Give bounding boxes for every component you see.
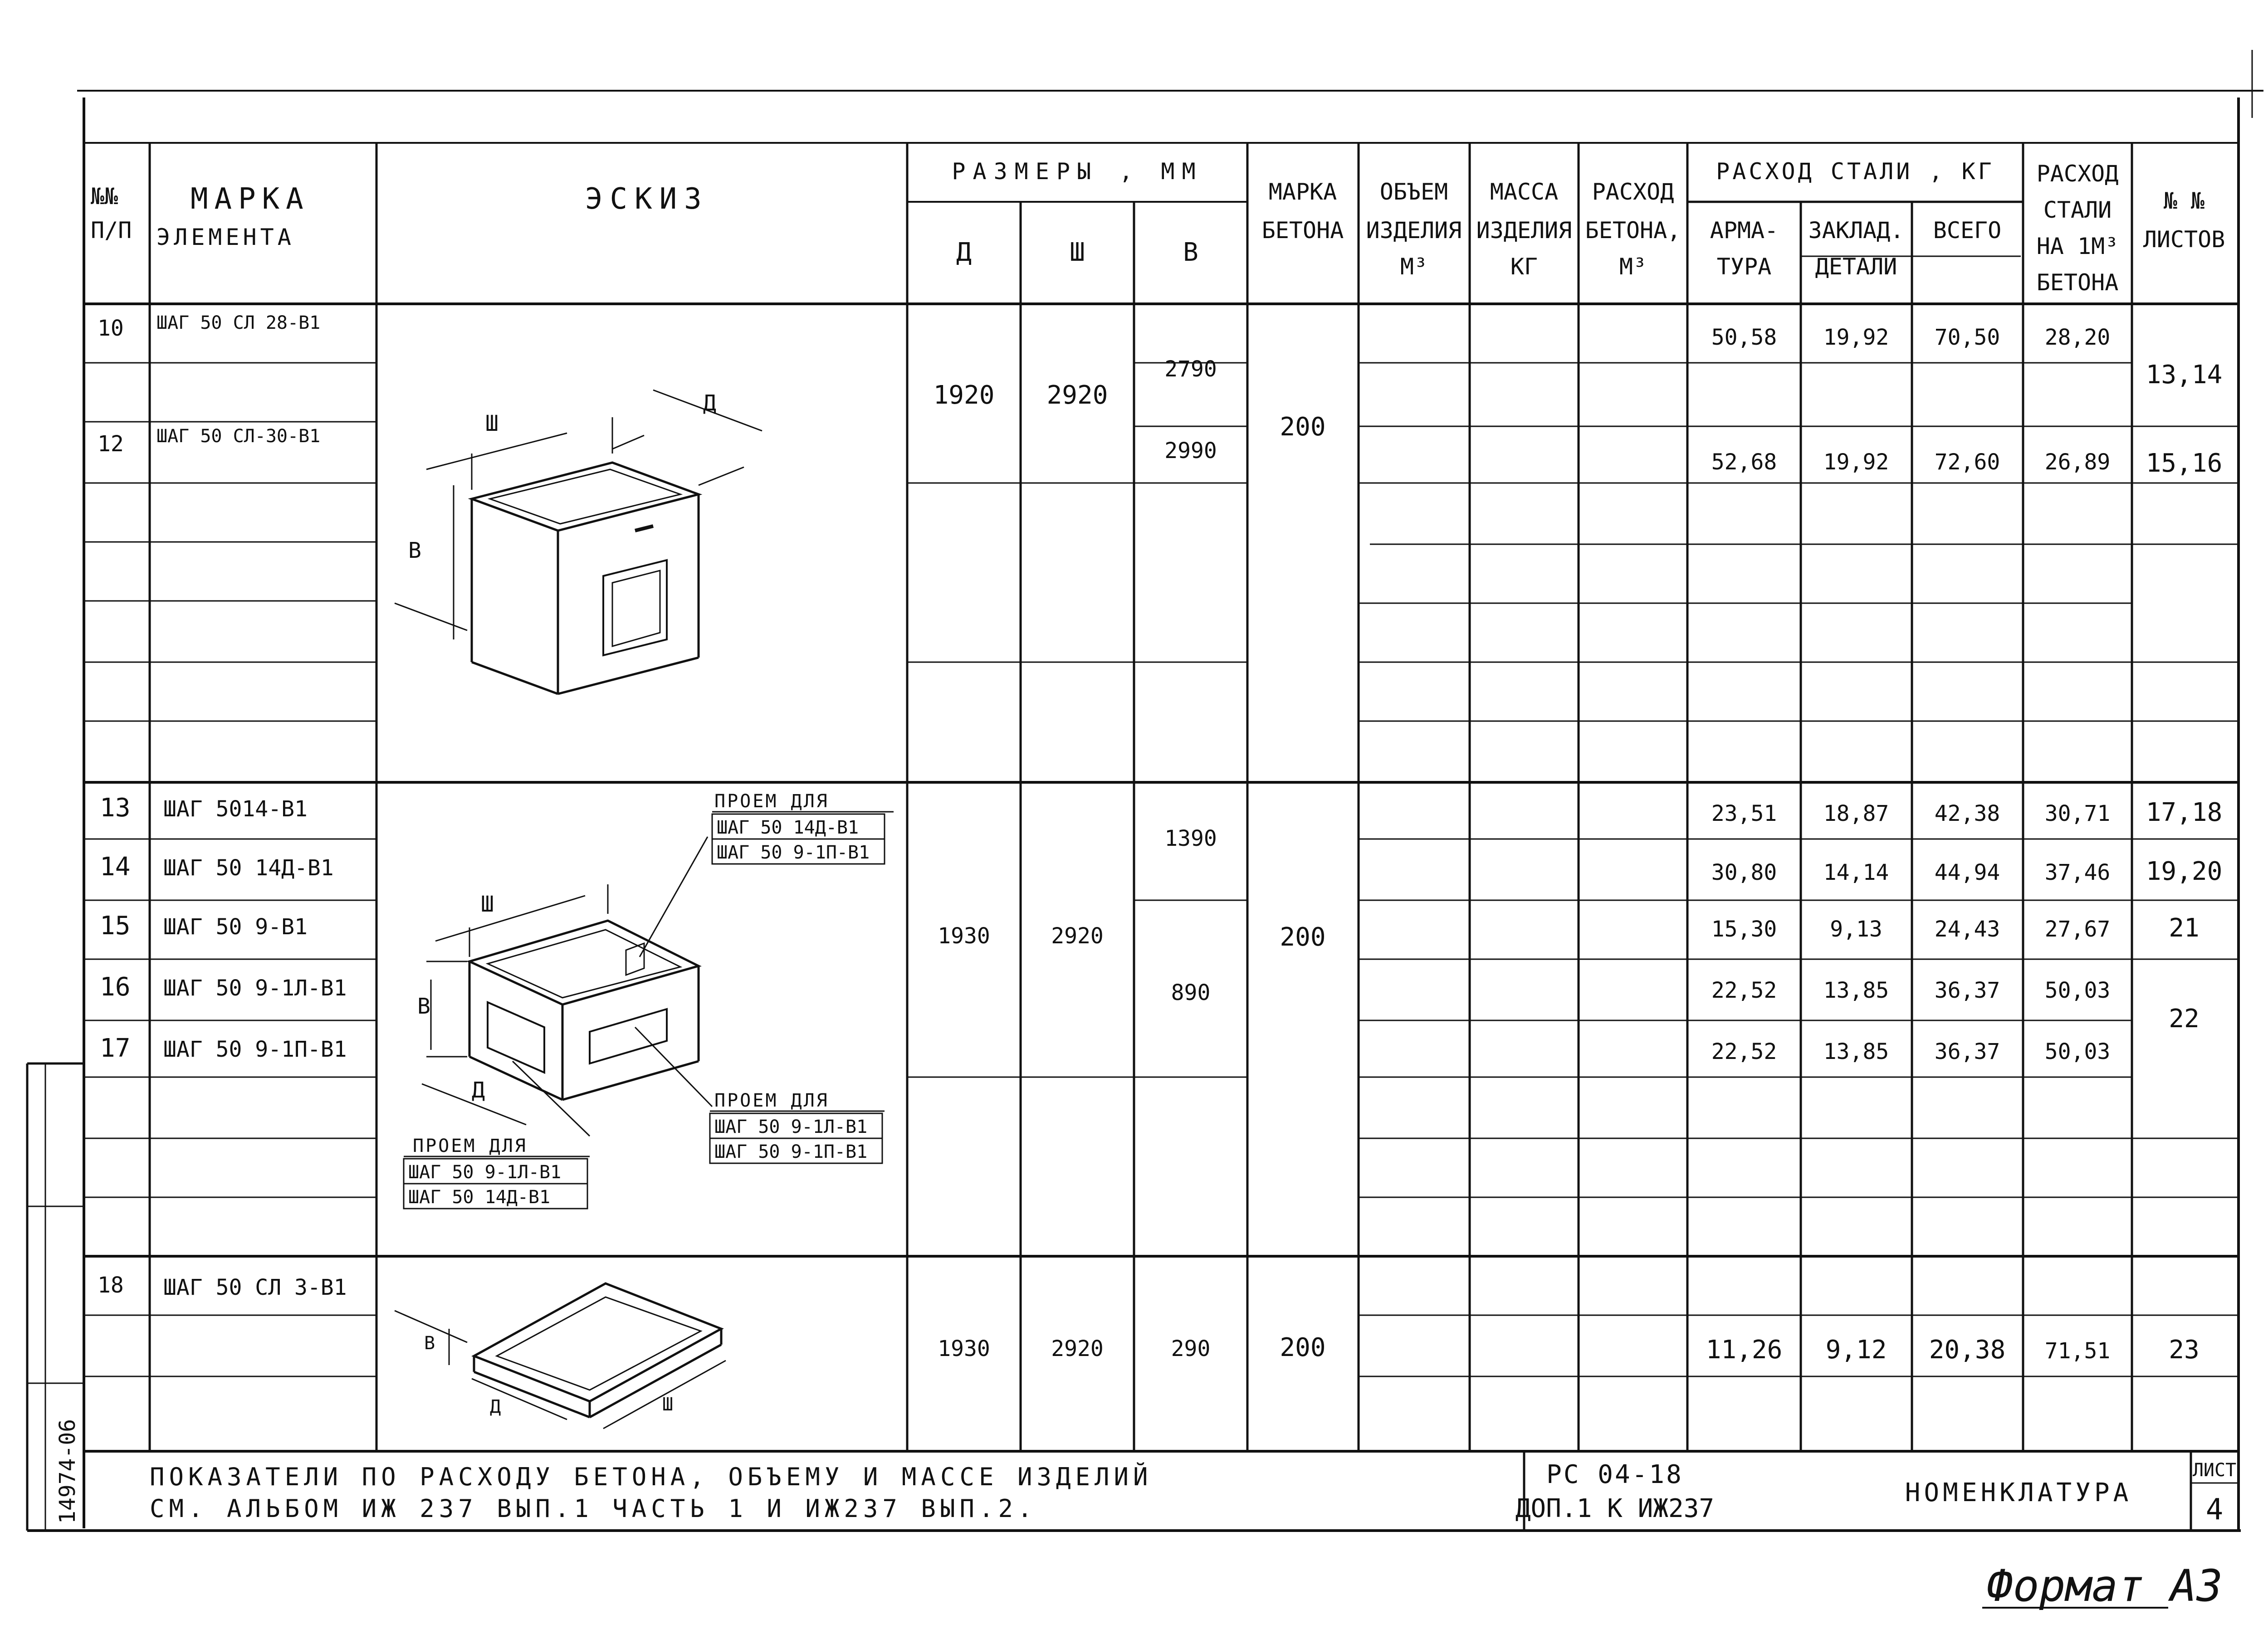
row-num: 13 [100, 793, 131, 823]
group1-concrete: 200 [1280, 412, 1326, 442]
row-per-m3: 30,71 [2044, 801, 2111, 826]
row-per-m3: 50,03 [2044, 978, 2111, 1003]
row-mark: ШАГ 50 9-В1 [163, 914, 308, 940]
row-sheets: 23 [2169, 1335, 2200, 1365]
header-steel-arm-line2: ТУРА [1716, 254, 1772, 280]
row-total: 20,38 [1929, 1335, 2006, 1365]
header-per-m3-line4: БЕТОНА [2036, 269, 2119, 296]
group3-v: 290 [1171, 1336, 1211, 1361]
row-per-m3: 50,03 [2044, 1039, 2111, 1064]
row-sheets: 19,20 [2146, 857, 2223, 886]
row-total: 36,37 [1934, 978, 2000, 1003]
table-row [98, 426, 2110, 475]
row-arm: 23,51 [1711, 801, 1777, 826]
row-per-m3: 28,20 [2044, 325, 2111, 350]
row-num: 10 [98, 316, 124, 341]
row-per-m3: 27,67 [2044, 917, 2111, 942]
dimension-label-sh: Ш [485, 411, 499, 436]
row-arm: 22,52 [1711, 978, 1777, 1003]
row-mark: ШАГ 50 СЛ-30-В1 [156, 426, 321, 447]
header-steel: РАСХОД СТАЛИ , КГ [1716, 158, 1994, 185]
group2-sh: 2920 [1051, 923, 1104, 949]
group1-sheets-b: 15,16 [2146, 449, 2223, 478]
row-arm: 22,52 [1711, 1039, 1777, 1064]
header-concrete-line1: МАРКА [1268, 179, 1337, 205]
title-block [1515, 1460, 2236, 1527]
table-grid [27, 50, 2263, 1531]
header-volume-line1: ОБЪЕМ [1379, 179, 1448, 205]
header-num-line2: П/П [91, 217, 132, 244]
callout-title: ПРОЕМ ДЛЯ [413, 1136, 528, 1156]
group2-concrete: 200 [1280, 922, 1326, 952]
row-emb: 13,85 [1823, 978, 1889, 1003]
header-concrete-line2: БЕТОНА [1261, 217, 1344, 244]
dimension-label-d: Д [703, 390, 716, 416]
header-per-m3-line1: РАСХОД [2036, 161, 2119, 187]
header-per-m3-line3: НА 1М³ [2036, 233, 2119, 259]
footer-note [150, 1463, 1153, 1523]
callout-item: ШАГ 50 14Д-В1 [717, 817, 859, 838]
document-supplement: ДОП.1 К ИЖ237 [1515, 1494, 1715, 1523]
row-emb: 13,85 [1823, 1039, 1889, 1064]
side-stamp [55, 1419, 80, 1524]
header-sheets-line2: ЛИСТОВ [2143, 226, 2225, 253]
row-arm: 30,80 [1711, 860, 1777, 885]
callout-item: ШАГ 50 9-1П-В1 [717, 842, 870, 863]
row-arm: 15,30 [1711, 917, 1777, 942]
row-num: 12 [98, 431, 124, 457]
row-mark: ШАГ 50 9-1Л-В1 [163, 976, 347, 1001]
row-mark: ШАГ 50 14Д-В1 [163, 855, 334, 881]
group2-v-b: 890 [1171, 980, 1211, 1005]
header-dimensions: РАЗМЕРЫ , ММ [952, 158, 1203, 185]
row-mark: ШАГ 50 СЛ 28-В1 [156, 312, 321, 333]
document-code: РС 04-18 [1546, 1460, 1683, 1489]
group1-d: 1920 [933, 380, 995, 410]
row-emb: 19,92 [1823, 325, 1889, 350]
row-emb: 18,87 [1823, 801, 1889, 826]
callout-title: ПРОЕМ ДЛЯ [714, 1090, 829, 1111]
row-mark: ШАГ 50 СЛ 3-В1 [163, 1275, 347, 1300]
row-emb: 14,14 [1823, 860, 1889, 885]
note-line2: СМ. АЛЬБОМ ИЖ 237 ВЫП.1 ЧАСТЬ 1 И ИЖ237 ВЫП.2. [150, 1494, 1037, 1523]
callout-item: ШАГ 50 9-1Л-В1 [714, 1117, 868, 1137]
table-row [100, 911, 2200, 943]
row-total: 42,38 [1934, 801, 2000, 826]
table-row [100, 1034, 2110, 1064]
header-consumption-line2: БЕТОНА, [1585, 217, 1681, 244]
header-volume-line3: М³ [1400, 254, 1428, 280]
sketch-element-flat [395, 1283, 726, 1429]
row-num: 17 [100, 1034, 131, 1063]
row-per-m3: 37,46 [2044, 860, 2111, 885]
format-note [1982, 1561, 2223, 1611]
dimension-label-v: В [424, 1333, 435, 1354]
group2-d: 1930 [938, 923, 990, 949]
table-header [91, 158, 2225, 296]
sketch-element-tall [395, 390, 762, 694]
group3-concrete: 200 [1280, 1333, 1326, 1362]
row-num: 18 [98, 1273, 124, 1298]
note-line1: ПОКАЗАТЕЛИ ПО РАСХОДУ БЕТОНА, ОБЪЕМУ И МАССЕ ИЗДЕЛИЙ [150, 1463, 1153, 1491]
stamp-number: 14974-06 [55, 1419, 80, 1524]
opening-callout-1 [712, 791, 894, 864]
row-arm: 11,26 [1706, 1335, 1783, 1365]
document-title: НОМЕНКЛАТУРА [1905, 1478, 2132, 1507]
header-dim-d: Д [956, 238, 972, 267]
header-num-line1: №№ [91, 183, 118, 210]
row-emb: 19,92 [1823, 449, 1889, 475]
table-row [100, 852, 2222, 886]
callout-item: ШАГ 50 9-1П-В1 [714, 1141, 868, 1162]
row-total: 70,50 [1934, 325, 2000, 350]
header-steel-emb-line1: ЗАКЛАД. [1808, 217, 1904, 244]
row-mark: ШАГ 5014-В1 [163, 796, 308, 822]
dimension-label-d: Д [490, 1396, 501, 1417]
row-total: 24,43 [1934, 917, 2000, 942]
row-total: 36,37 [1934, 1039, 2000, 1064]
sheet-label: ЛИСТ [2192, 1460, 2237, 1481]
row-emb: 9,12 [1825, 1335, 1887, 1365]
row-arm: 50,58 [1711, 325, 1777, 350]
table-row [100, 972, 2110, 1003]
header-steel-emb-line2: ДЕТАЛИ [1815, 254, 1897, 280]
row-mark: ШАГ 50 9-1П-В1 [163, 1037, 347, 1062]
sheet-number: 4 [2205, 1493, 2224, 1527]
table-row [100, 793, 2222, 827]
header-mass-line1: МАССА [1490, 179, 1559, 205]
dimension-label-v: В [417, 994, 430, 1019]
row-emb: 9,13 [1830, 917, 1882, 942]
header-mark-line2: ЭЛЕМЕНТА [156, 224, 295, 250]
dimension-label-sh: Ш [662, 1394, 674, 1415]
row-arm: 52,68 [1711, 449, 1777, 475]
header-dim-sh: Ш [1070, 238, 1085, 267]
group2-sheets: 22 [2169, 1004, 2200, 1034]
row-total: 44,94 [1934, 860, 2000, 885]
callout-item: ШАГ 50 14Д-В1 [408, 1187, 551, 1208]
header-per-m3-line2: СТАЛИ [2043, 197, 2112, 223]
group2-v-a: 1390 [1164, 826, 1217, 851]
header-dim-v: В [1183, 238, 1198, 267]
table-row [98, 312, 2110, 350]
header-steel-total: ВСЕГО [1933, 217, 2002, 244]
header-consumption-line1: РАСХОД [1592, 179, 1674, 205]
format-label: Формат А3 [1987, 1561, 2223, 1611]
header-volume-line2: ИЗДЕЛИЯ [1366, 217, 1462, 244]
header-mass-line3: КГ [1510, 254, 1538, 280]
group1-sh: 2920 [1046, 380, 1108, 410]
dimension-label-v: В [408, 538, 421, 563]
opening-callout-2 [710, 1090, 885, 1163]
header-steel-arm-line1: АРМА- [1710, 217, 1779, 244]
row-total: 72,60 [1934, 449, 2000, 475]
row-num: 15 [100, 911, 131, 941]
row-num: 14 [100, 852, 131, 882]
callout-item: ШАГ 50 9-1Л-В1 [408, 1162, 562, 1183]
dimension-label-sh: Ш [481, 892, 494, 917]
callout-title: ПРОЕМ ДЛЯ [714, 791, 829, 812]
group3-d: 1930 [938, 1336, 990, 1361]
dimension-label-d: Д [472, 1078, 485, 1103]
row-num: 16 [100, 972, 131, 1002]
opening-callout-3 [404, 1136, 590, 1209]
header-consumption-line3: М³ [1619, 254, 1647, 280]
sketch-element-mid [422, 837, 712, 1136]
row-sheets: 21 [2169, 913, 2200, 943]
group1-sheets-a: 13,14 [2146, 360, 2223, 390]
group1-v-a: 2790 [1164, 356, 1217, 382]
row-per-m3: 71,51 [2044, 1338, 2111, 1364]
group3-sh: 2920 [1051, 1336, 1104, 1361]
header-mass-line2: ИЗДЕЛИЯ [1476, 217, 1572, 244]
sketch-mid-labels [417, 892, 494, 1103]
sketch-tall-labels [408, 390, 716, 563]
row-per-m3: 26,89 [2044, 449, 2111, 475]
header-mark-line1: МАРКА [191, 182, 310, 216]
group1-v-b: 2990 [1164, 438, 1217, 463]
header-sketch: ЭСКИЗ [585, 182, 709, 216]
header-sheets-line1: № № [2163, 188, 2205, 214]
row-sheets: 17,18 [2146, 798, 2223, 827]
